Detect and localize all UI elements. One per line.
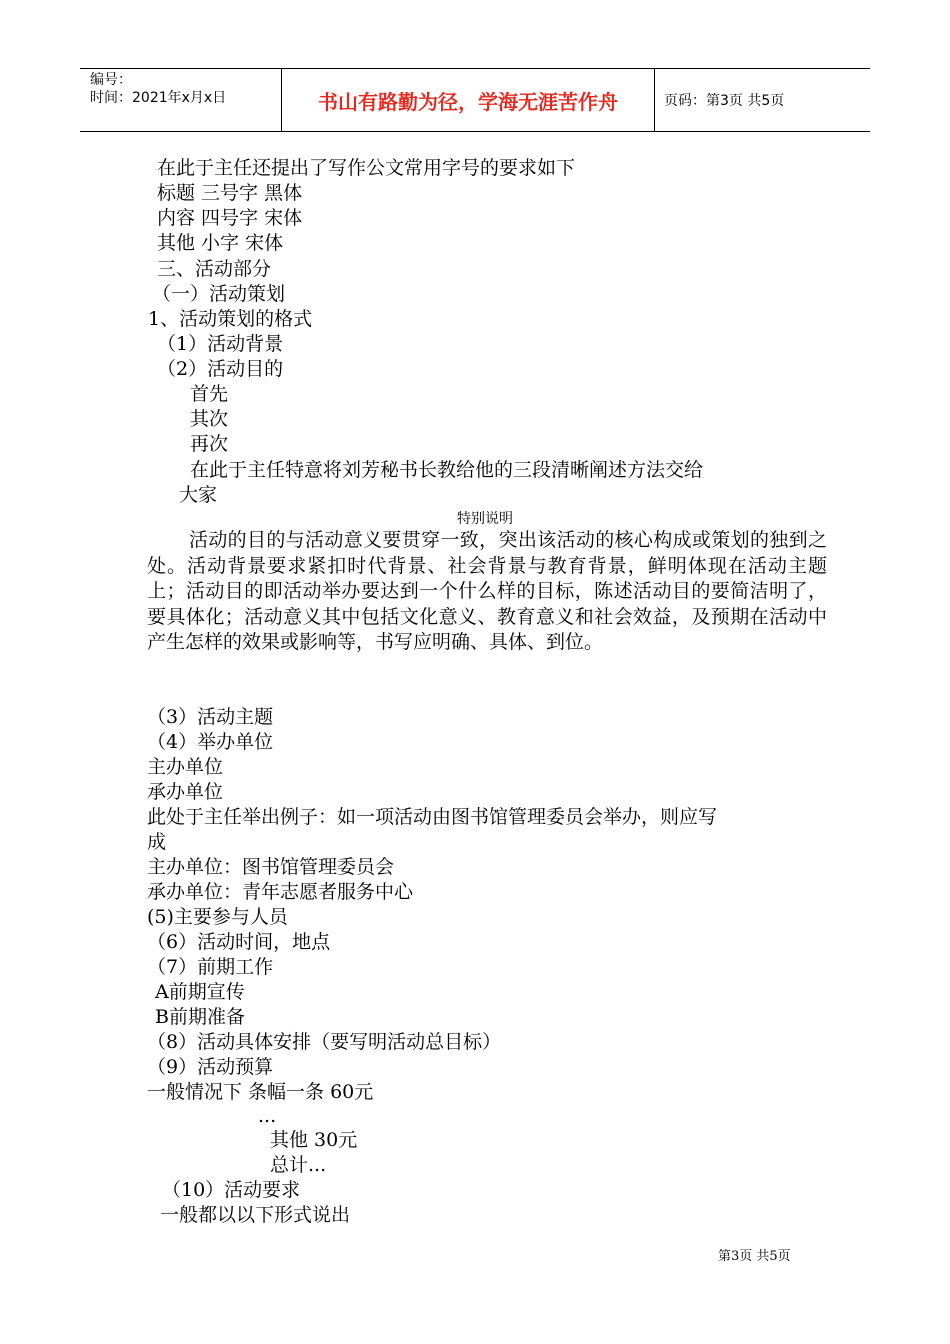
text-line: 大家 <box>179 484 218 506</box>
list-item: （9）活动预算 <box>147 1056 274 1078</box>
list-item: （7）前期工作 <box>147 956 274 978</box>
header-divider <box>654 69 655 131</box>
text-line: 在此于主任特意将刘芳秘书长教给他的三段清晰阐述方法交给 <box>190 459 704 481</box>
text-line: 内容 四号字 宋体 <box>157 207 303 229</box>
text-line: 再次 <box>190 433 229 455</box>
special-note-title: 特别说明 <box>457 511 513 527</box>
list-item: （4）举办单位 <box>147 731 274 753</box>
section-heading: 三、活动部分 <box>157 258 272 280</box>
list-item: （10）活动要求 <box>162 1179 301 1201</box>
list-item: （3）活动主题 <box>147 706 274 728</box>
header-motto: 书山有路勤为径，学海无涯苦作舟 <box>318 89 618 114</box>
text-line: 主办单位：图书馆管理委员会 <box>147 856 395 878</box>
text-line: 标题 三号字 黑体 <box>157 182 303 204</box>
text-line: 1、活动策划的格式 <box>148 308 313 330</box>
text-line: 一般都以以下形式说出 <box>160 1204 351 1226</box>
text-line: 其次 <box>190 408 229 430</box>
text-line: 成 <box>147 831 167 853</box>
page-header <box>80 68 870 132</box>
list-item: （8）活动具体安排（要写明活动总目标） <box>147 1031 502 1053</box>
date-label: 时间：2021年x月x日 <box>90 90 227 106</box>
special-note-paragraph: 活动的目的与活动意义要贯穿一致，突出该活动的核心构成或策划的独到之处。活动背景要求紧扣时代背景、社会背景与教育背景，鲜明体现在活动主题上；活动目的即活动举办要达到一个什么样的目标，陈述活动目的要简洁明了，要具体化；活动意义其中包括文化意义、教育意义和社会效益，及预期在活动中产生怎样的效果或影响等，书写应明确、具体、到位。 <box>147 529 827 653</box>
text-line: 其他 30元 <box>270 1129 358 1151</box>
text-line: 总计... <box>270 1154 327 1176</box>
text-line: 在此于主任还提出了写作公文常用字号的要求如下 <box>157 157 576 179</box>
list-item: (5)主要参与人员 <box>147 906 288 928</box>
text-line: B前期准备 <box>155 1006 245 1028</box>
list-item: （2）活动目的 <box>157 358 284 380</box>
list-item: （6）活动时间，地点 <box>147 931 331 953</box>
number-label: 编号： <box>90 72 132 88</box>
text-line: 首先 <box>190 383 229 405</box>
subsection-heading: （一）活动策划 <box>152 283 286 305</box>
text-line: 此处于主任举出例子：如一项活动由图书馆管理委员会举办，则应写 <box>147 806 718 828</box>
header-meta <box>90 71 280 107</box>
text-line: 主办单位 <box>147 756 224 778</box>
list-item: （1）活动背景 <box>157 333 284 355</box>
text-line: 承办单位：青年志愿者服务中心 <box>147 881 414 903</box>
page-footer: 第3页 共5页 <box>718 1249 791 1264</box>
text-line: 一般情况下 条幅一条 60元 <box>147 1081 374 1103</box>
text-line: A前期宣传 <box>155 981 245 1003</box>
text-line: 其他 小字 宋体 <box>157 232 284 254</box>
text-line: 承办单位 <box>147 781 224 803</box>
text-line: ... <box>258 1105 277 1127</box>
header-page-label: 页码：第3页 共5页 <box>664 93 785 109</box>
